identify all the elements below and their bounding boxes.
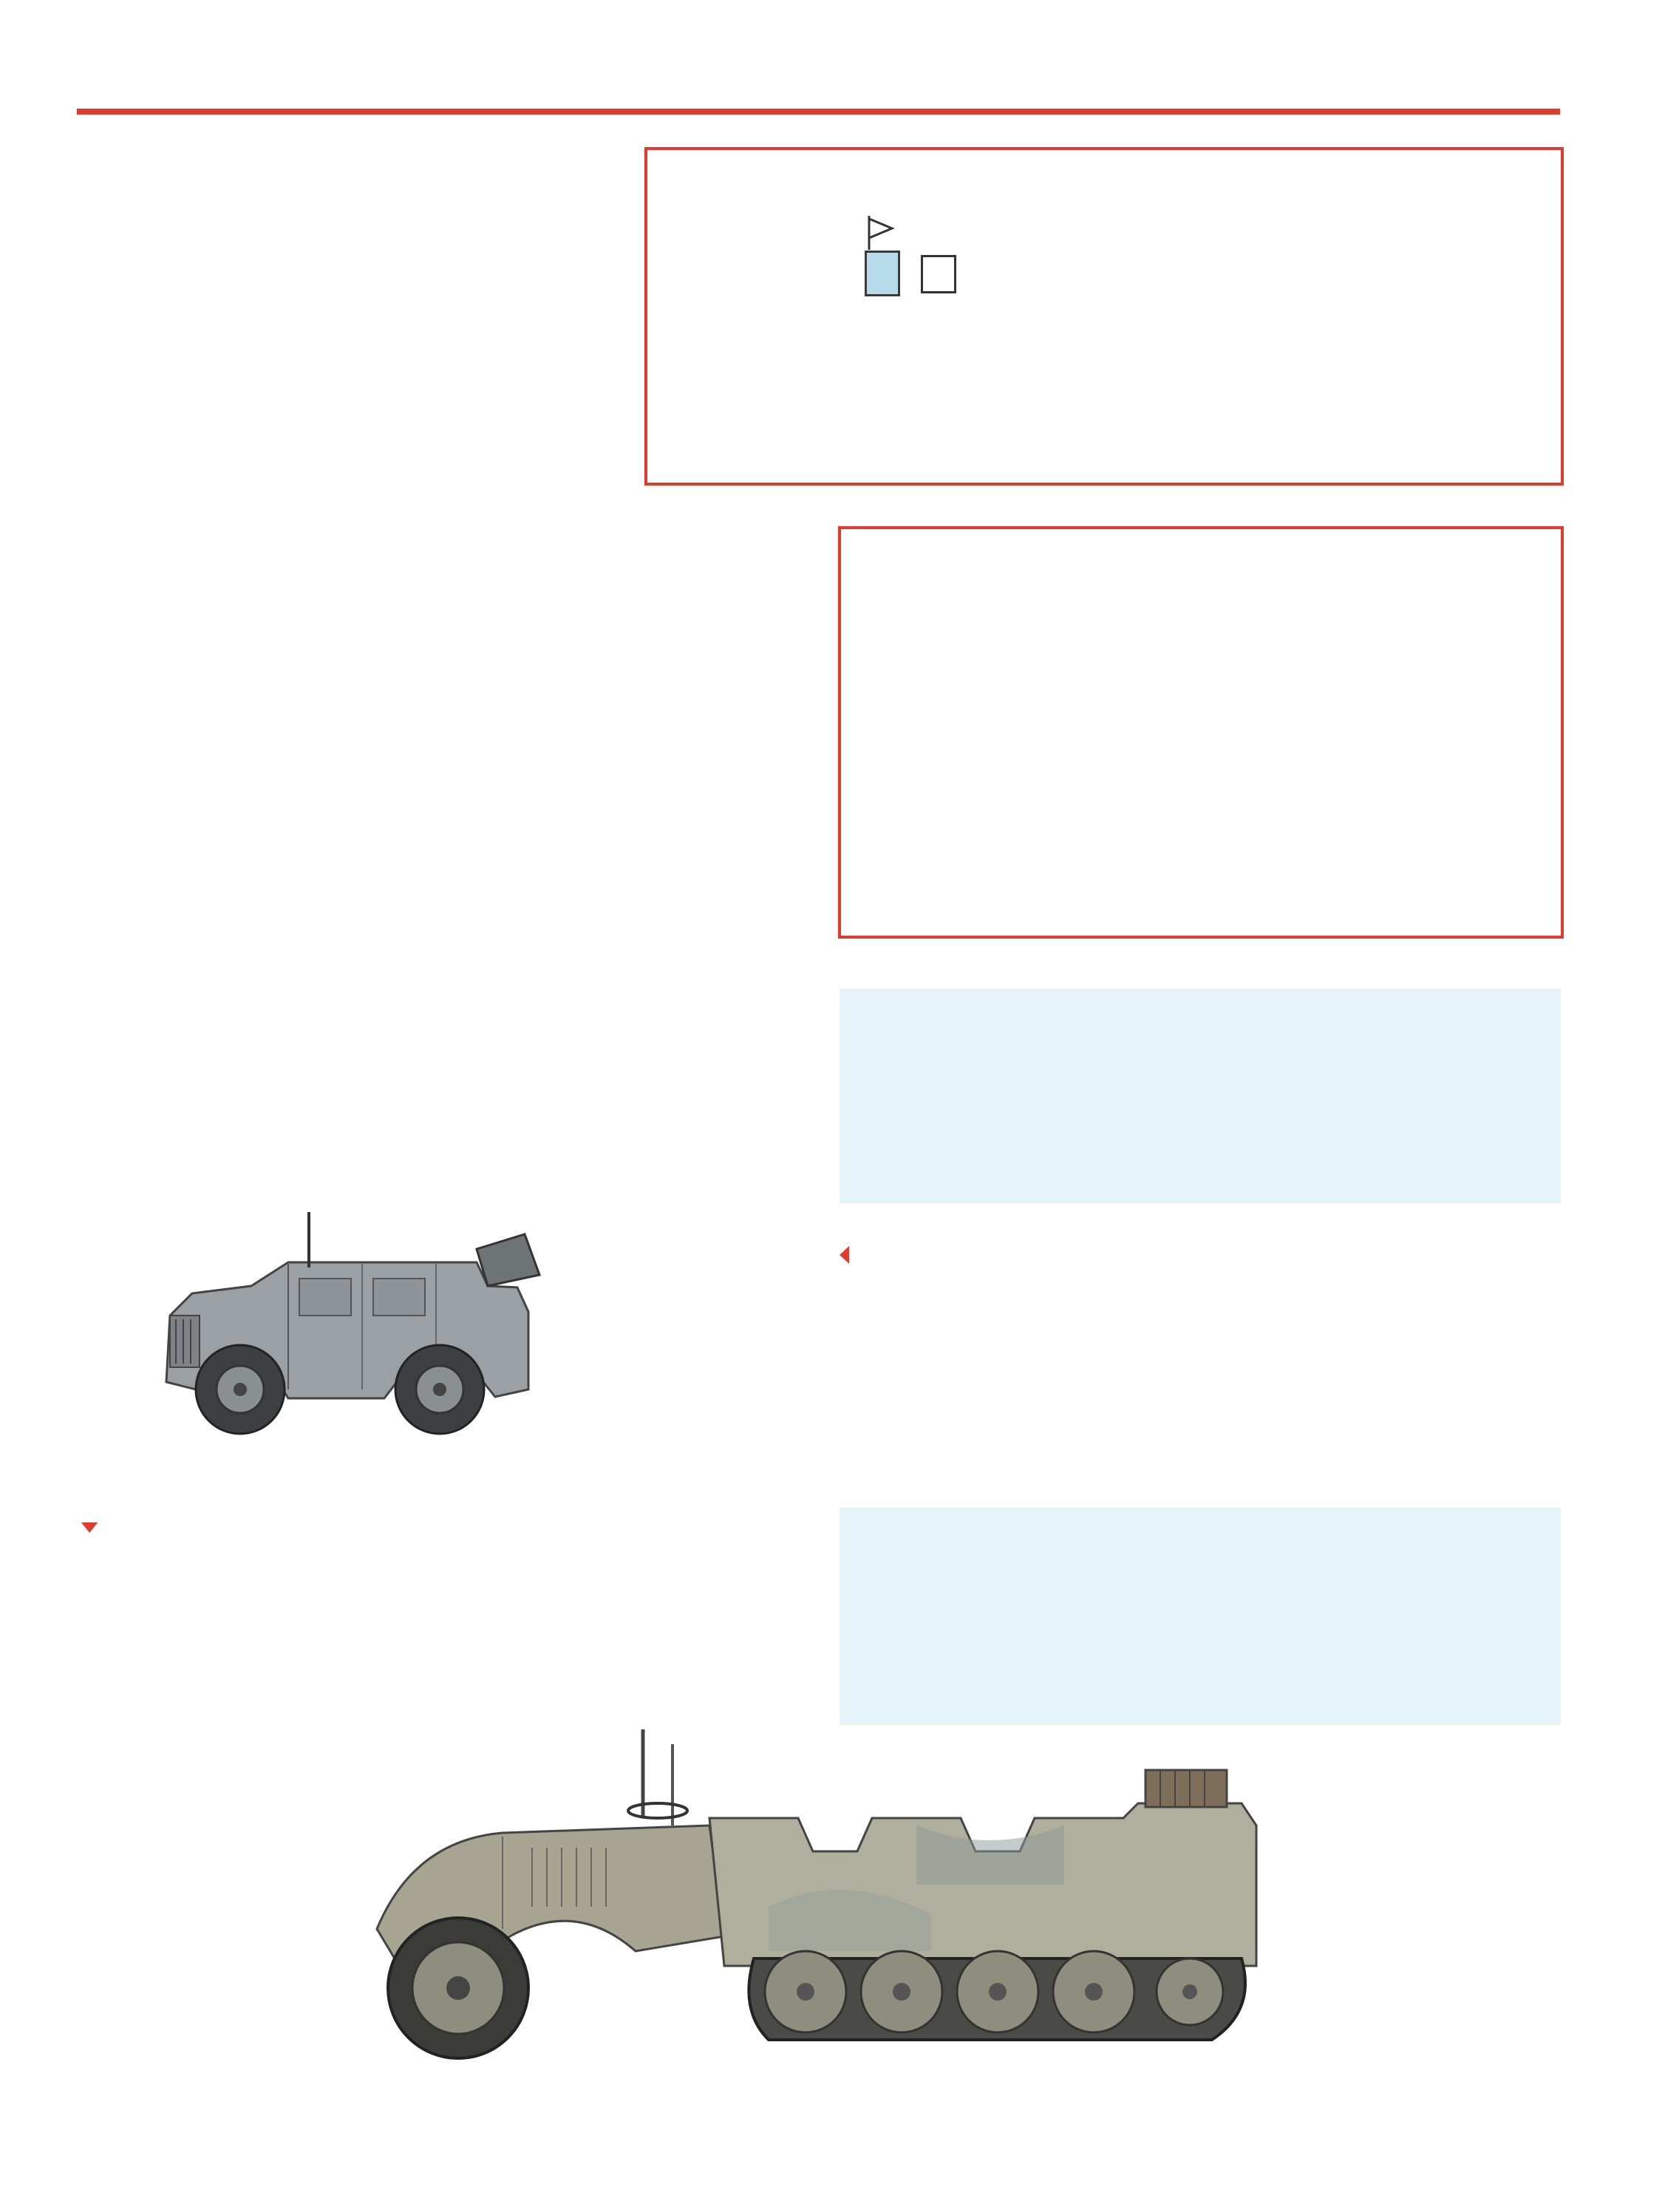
support-units-chart [838,526,1564,939]
triangle-left-icon [840,1246,849,1264]
sdkfz-caption [81,1511,798,1543]
spec-speed [1222,1620,1235,1648]
hq-symbol [865,251,900,296]
triangle-down-icon [81,1522,98,1533]
sdkfz7-halftrack-illustration [325,1715,1308,2099]
spec-radio [1222,1676,1235,1704]
spec-radio [1222,1157,1235,1185]
spec-engine [1222,1045,1235,1073]
morris-caption [840,1242,1561,1274]
spec-engine [1222,1564,1235,1592]
division-organization-chart [644,147,1564,486]
morris-vehicle-illustration [140,1205,702,1456]
specs-right-column [1222,1045,1235,1185]
hq-mark [921,255,956,293]
spec-speed [1222,1101,1235,1129]
spec-range [1222,1129,1235,1157]
spec-engine-cont [1222,1073,1235,1101]
morris-caption-title-row [840,1242,1511,1270]
specs-right-column [1222,1564,1235,1704]
header-rule [77,109,1560,115]
spec-range [1222,1648,1235,1676]
morris-specs-panel [840,989,1561,1203]
hq-flag-icon [867,216,895,250]
spec-engine-cont [1222,1592,1235,1620]
sdkfz-specs-panel [840,1508,1561,1725]
sdkfz-caption-title-row [81,1511,748,1539]
